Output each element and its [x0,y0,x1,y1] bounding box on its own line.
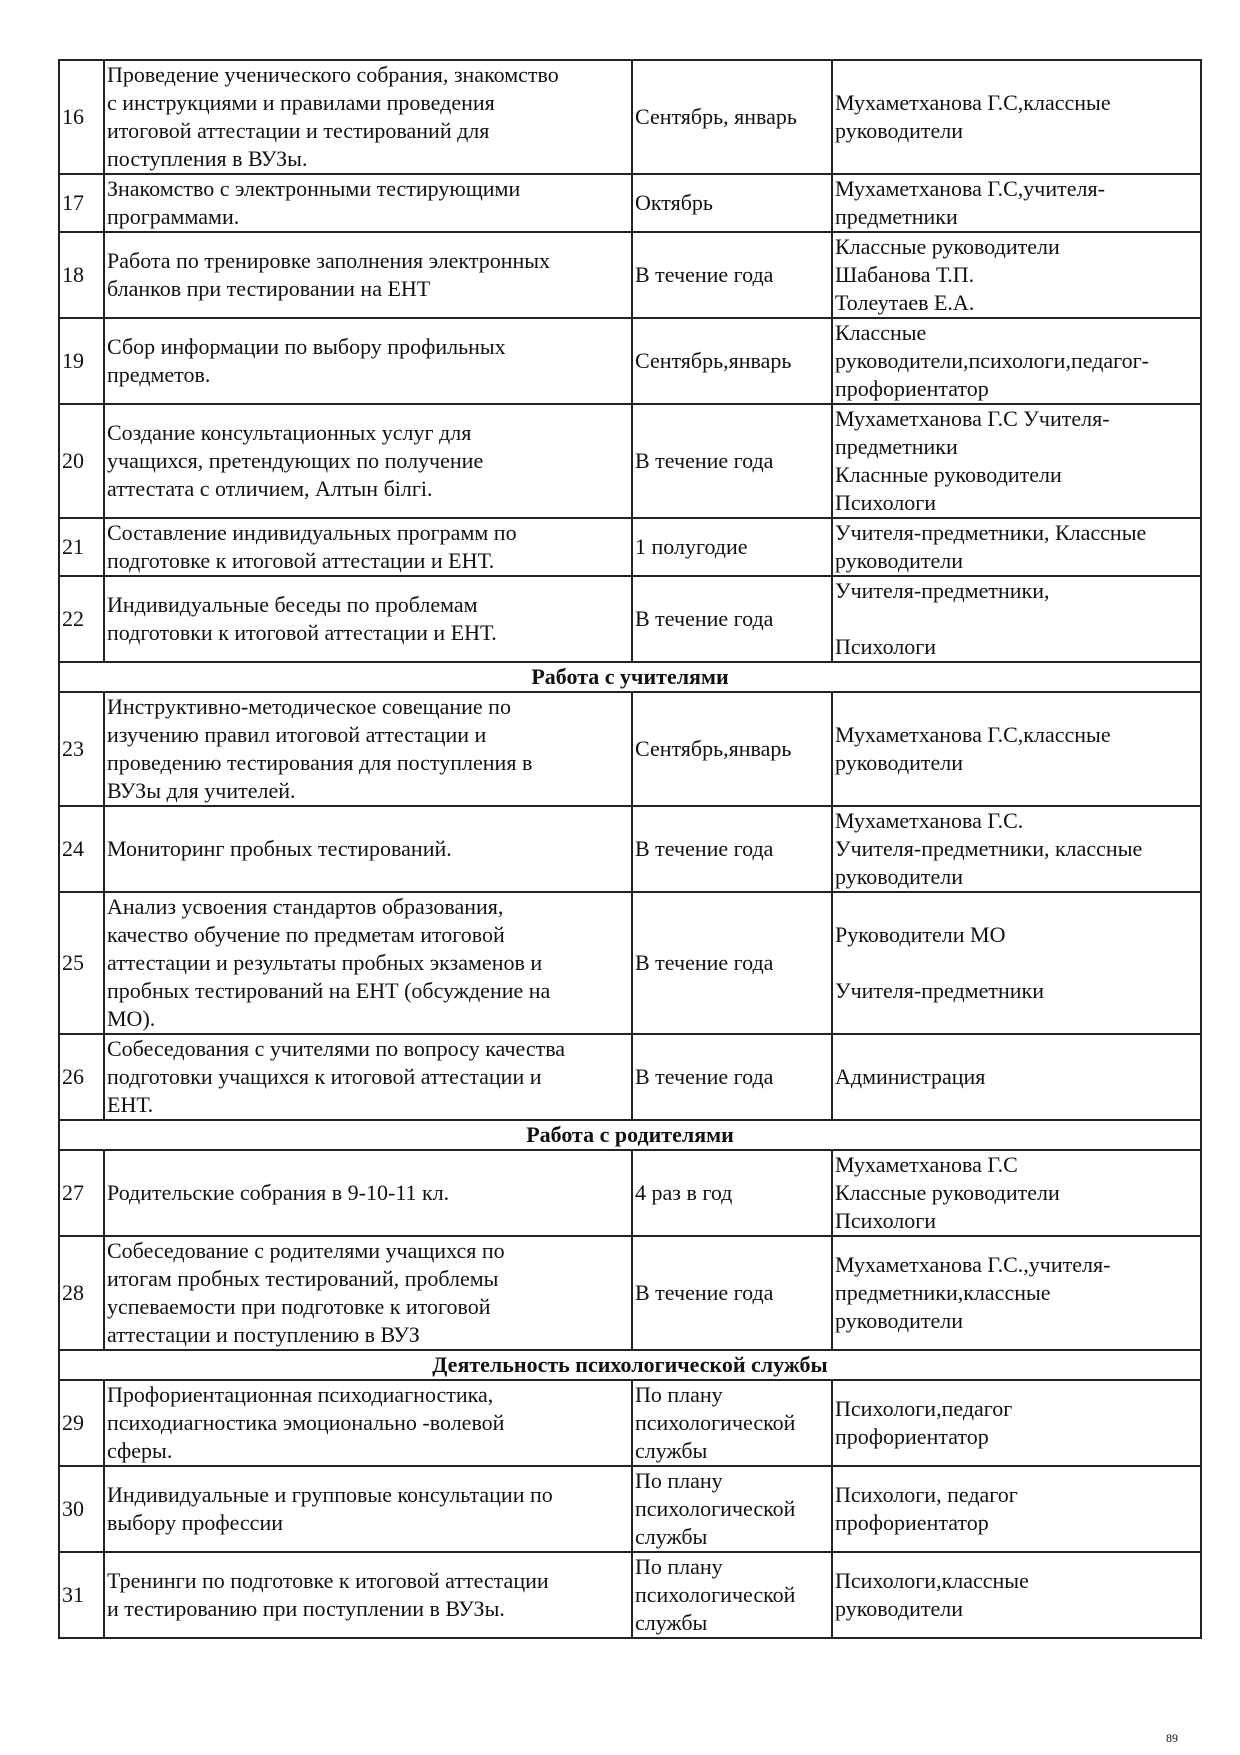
period-cell-line: психологической [635,1410,796,1435]
activity-cell-line: аттестации и результаты пробных экзаменов и [107,950,543,975]
table-row [59,1380,1201,1466]
section-header-row [59,1120,1201,1150]
period-cell-line: По плану [635,1554,723,1579]
period-cell-line: 1 полугодие [635,534,748,559]
activity-cell-line: поступления в ВУЗы. [107,146,308,171]
period-cell-line: В течение года [635,836,774,861]
responsible-cell-line: Мухаметханова Г.С [835,1152,1018,1177]
activity-cell-line: аттестации и поступлению в ВУЗ [107,1322,420,1347]
row-number: 29 [59,1380,104,1466]
responsible-cell-line: руководители [835,750,963,775]
period-cell-line: службы [635,1524,708,1549]
period-cell-line: По плану [635,1468,723,1493]
period-cell-line: В течение года [635,950,774,975]
activity-cell-line: изучению правил итоговой аттестации и [107,722,487,747]
responsible-cell-line: Психологи [835,634,937,659]
activity-cell-line: ЕНТ. [107,1092,154,1117]
activity-cell-line: проведению тестирования для поступления в [107,750,533,775]
activity-cell-line: успеваемости при подготовке к итоговой [107,1294,491,1319]
activity-cell-line: учащихся, претендующих по получение [107,448,484,473]
responsible-cell-line: Мухаметханова Г.С.,учителя- [835,1252,1111,1277]
table-row [59,806,1201,892]
table-row [59,892,1201,1034]
responsible-cell-line: руководители [835,864,963,889]
responsible-cell [832,318,1201,404]
period-cell [632,1150,832,1236]
activity-cell-line: и тестированию при поступлении в ВУЗы. [107,1596,505,1621]
activity-cell-line: пробных тестирований на ЕНТ (обсуждение на [107,978,551,1003]
responsible-cell-line: Учителя-предметники, [835,578,1050,603]
row-number: 17 [59,174,104,232]
activity-cell-line: Знакомство с электронными тестирующими [107,176,521,201]
responsible-cell-line: Мухаметханова Г.С,классные [835,722,1111,747]
period-cell-line: Сентябрь,январь [635,348,792,373]
row-number: 18 [59,232,104,318]
period-cell-line: службы [635,1610,708,1635]
responsible-cell-line: профориентатор [835,1510,989,1535]
activity-cell-line: Сбор информации по выбору профильных [107,334,506,359]
period-cell-line: Сентябрь, январь [635,104,797,129]
activity-cell-line: подготовки учащихся к итоговой аттестации и [107,1064,542,1089]
period-cell-line: По плану [635,1382,723,1407]
row-number: 20 [59,404,104,518]
responsible-cell [832,174,1201,232]
activity-cell-line: Собеседования с учителями по вопросу качества [107,1036,566,1061]
activity-cell-line: бланков при тестировании на ЕНТ [107,276,431,301]
activity-cell [104,1380,632,1466]
responsible-cell-line: профориентатор [835,1424,989,1449]
section-header-row [59,662,1201,692]
page-number: 89 [1166,1731,1178,1745]
section-title: Работа с родителями [59,1120,1201,1150]
period-cell-line: В течение года [635,262,774,287]
activity-cell-line: аттестата с отличием, Алтын білгі. [107,476,433,501]
table-row [59,318,1201,404]
responsible-cell [832,60,1201,174]
table-row [59,1034,1201,1120]
row-number: 30 [59,1466,104,1552]
responsible-cell [832,1552,1201,1638]
table-row [59,576,1201,662]
activity-cell-line: предметов. [107,362,211,387]
activity-cell-line: ВУЗы для учителей. [107,778,296,803]
period-cell [632,404,832,518]
period-cell-line: психологической [635,1496,796,1521]
responsible-cell-line: Классные руководители [835,234,1060,259]
period-cell-line: В течение года [635,1064,774,1089]
period-cell [632,1466,832,1552]
responsible-cell [832,518,1201,576]
table-row [59,174,1201,232]
row-number: 27 [59,1150,104,1236]
period-cell-line: 4 раз в год [635,1180,733,1205]
responsible-cell [832,1466,1201,1552]
table-row [59,518,1201,576]
table-row [59,232,1201,318]
activity-cell-line: МО). [107,1006,156,1031]
activity-cell [104,1552,632,1638]
responsible-cell-line: руководители [835,1596,963,1621]
responsible-cell-line: Учителя-предметники, классные [835,836,1143,861]
responsible-cell-line: профориентатор [835,376,989,401]
activity-cell-line: Проведение ученического собрания, знакомство [107,62,559,87]
activity-cell [104,404,632,518]
period-cell-line: В течение года [635,448,774,473]
activity-cell-line: психодиагностика эмоционально -волевой [107,1410,505,1435]
row-number: 28 [59,1236,104,1350]
period-cell [632,1034,832,1120]
responsible-cell-line: Психологи, педагог [835,1482,1018,1507]
section-header-row [59,1350,1201,1380]
responsible-cell [832,1034,1201,1120]
activity-cell-line: Родительские собрания в 9-10-11 кл. [107,1180,450,1205]
row-number: 25 [59,892,104,1034]
responsible-cell-line: Толеутаев Е.А. [835,290,975,315]
row-number: 26 [59,1034,104,1120]
responsible-cell-line: Учителя-предметники, Классные [835,520,1147,545]
responsible-cell [832,576,1201,662]
responsible-cell-line: руководители [835,548,963,573]
responsible-cell-line: Мухаметханова Г.С,учителя- [835,176,1105,201]
plan-table-body [59,60,1201,1638]
responsible-cell [832,1150,1201,1236]
table-row [59,404,1201,518]
responsible-cell-line: Шабанова Т.П. [835,262,975,287]
plan-table [58,59,1202,1639]
section-title: Работа с учителями [59,662,1201,692]
responsible-cell-line: Классные [835,320,927,345]
responsible-cell-line: Администрация [835,1064,986,1089]
responsible-cell-line: Мухаметханова Г.С,классные [835,90,1111,115]
table-row [59,692,1201,806]
period-cell-line: В течение года [635,606,774,631]
activity-cell [104,174,632,232]
activity-cell-line: программами. [107,204,240,229]
activity-cell-line: подготовки к итоговой аттестации и ЕНТ. [107,620,497,645]
activity-cell [104,518,632,576]
table-row [59,60,1201,174]
period-cell-line: службы [635,1438,708,1463]
responsible-cell [832,404,1201,518]
activity-cell [104,692,632,806]
responsible-cell-line [835,949,1198,977]
row-number: 16 [59,60,104,174]
period-cell [632,174,832,232]
activity-cell-line: подготовке к итоговой аттестации и ЕНТ. [107,548,495,573]
period-cell [632,806,832,892]
activity-cell [104,60,632,174]
activity-cell-line: Составление индивидуальных программ по [107,520,517,545]
section-title: Деятельность психологической службы [59,1350,1201,1380]
activity-cell-line: Работа по тренировке заполнения электронных [107,248,551,273]
period-cell-line: В течение года [635,1280,774,1305]
period-cell [632,318,832,404]
activity-cell [104,232,632,318]
period-cell [632,576,832,662]
row-number: 23 [59,692,104,806]
period-cell [632,1380,832,1466]
row-number: 31 [59,1552,104,1638]
table-row [59,1236,1201,1350]
activity-cell [104,1236,632,1350]
table-row [59,1466,1201,1552]
responsible-cell-line: Руководители МО [835,922,1006,947]
activity-cell [104,806,632,892]
responsible-cell [832,232,1201,318]
activity-cell-line: Собеседование с родителями учащихся по [107,1238,505,1263]
row-number: 22 [59,576,104,662]
activity-cell-line: Анализ усвоения стандартов образования, [107,894,504,919]
activity-cell-line: Мониторинг пробных тестирований. [107,836,452,861]
activity-cell-line: Профориентационная психодиагностика, [107,1382,494,1407]
period-cell [632,60,832,174]
activity-cell-line: Тренинги по подготовке к итоговой аттестации [107,1568,549,1593]
responsible-cell [832,1380,1201,1466]
row-number: 24 [59,806,104,892]
responsible-cell-line [835,605,1198,633]
responsible-cell-line: предметники [835,204,958,229]
responsible-cell-line: предметники,классные [835,1280,1051,1305]
responsible-cell [832,892,1201,1034]
responsible-cell-line: руководители,психологи,педагог- [835,348,1149,373]
table-row [59,1552,1201,1638]
activity-cell-line: Индивидуальные беседы по проблемам [107,592,478,617]
activity-cell-line: выбору профессии [107,1510,283,1535]
activity-cell-line: с инструкциями и правилами проведения [107,90,495,115]
activity-cell [104,1150,632,1236]
period-cell-line: психологической [635,1582,796,1607]
responsible-cell-line: Класнные руководители [835,462,1062,487]
period-cell [632,232,832,318]
responsible-cell [832,692,1201,806]
responsible-cell [832,806,1201,892]
responsible-cell-line: Мухаметханова Г.С Учителя- [835,406,1110,431]
activity-cell [104,1466,632,1552]
responsible-cell-line: Учителя-предметники [835,978,1044,1003]
responsible-cell-line: Классные руководители [835,1180,1060,1205]
responsible-cell-line: Психологи [835,1208,937,1233]
activity-cell [104,892,632,1034]
activity-cell-line: качество обучение по предметам итоговой [107,922,505,947]
responsible-cell-line: руководители [835,1308,963,1333]
period-cell [632,1236,832,1350]
activity-cell [104,318,632,404]
activity-cell-line: Инструктивно-методическое совещание по [107,694,511,719]
responsible-cell-line: Мухаметханова Г.С. [835,808,1024,833]
period-cell-line: Сентябрь,январь [635,736,792,761]
period-cell [632,892,832,1034]
responsible-cell-line: Психологи [835,490,937,515]
period-cell [632,692,832,806]
activity-cell-line: итоговой аттестации и тестирований для [107,118,490,143]
responsible-cell-line: руководители [835,118,963,143]
responsible-cell-line: Психологи,педагог [835,1396,1013,1421]
responsible-cell-line: предметники [835,434,958,459]
table-row [59,1150,1201,1236]
activity-cell [104,576,632,662]
period-cell [632,1552,832,1638]
activity-cell-line: итогам пробных тестирований, проблемы [107,1266,499,1291]
activity-cell-line: Индивидуальные и групповые консультации по [107,1482,553,1507]
responsible-cell-line: Психологи,классные [835,1568,1029,1593]
activity-cell-line: сферы. [107,1438,173,1463]
period-cell-line: Октябрь [635,190,713,215]
row-number: 21 [59,518,104,576]
activity-cell [104,1034,632,1120]
responsible-cell [832,1236,1201,1350]
period-cell [632,518,832,576]
activity-cell-line: Создание консультационных услуг для [107,420,472,445]
row-number: 19 [59,318,104,404]
